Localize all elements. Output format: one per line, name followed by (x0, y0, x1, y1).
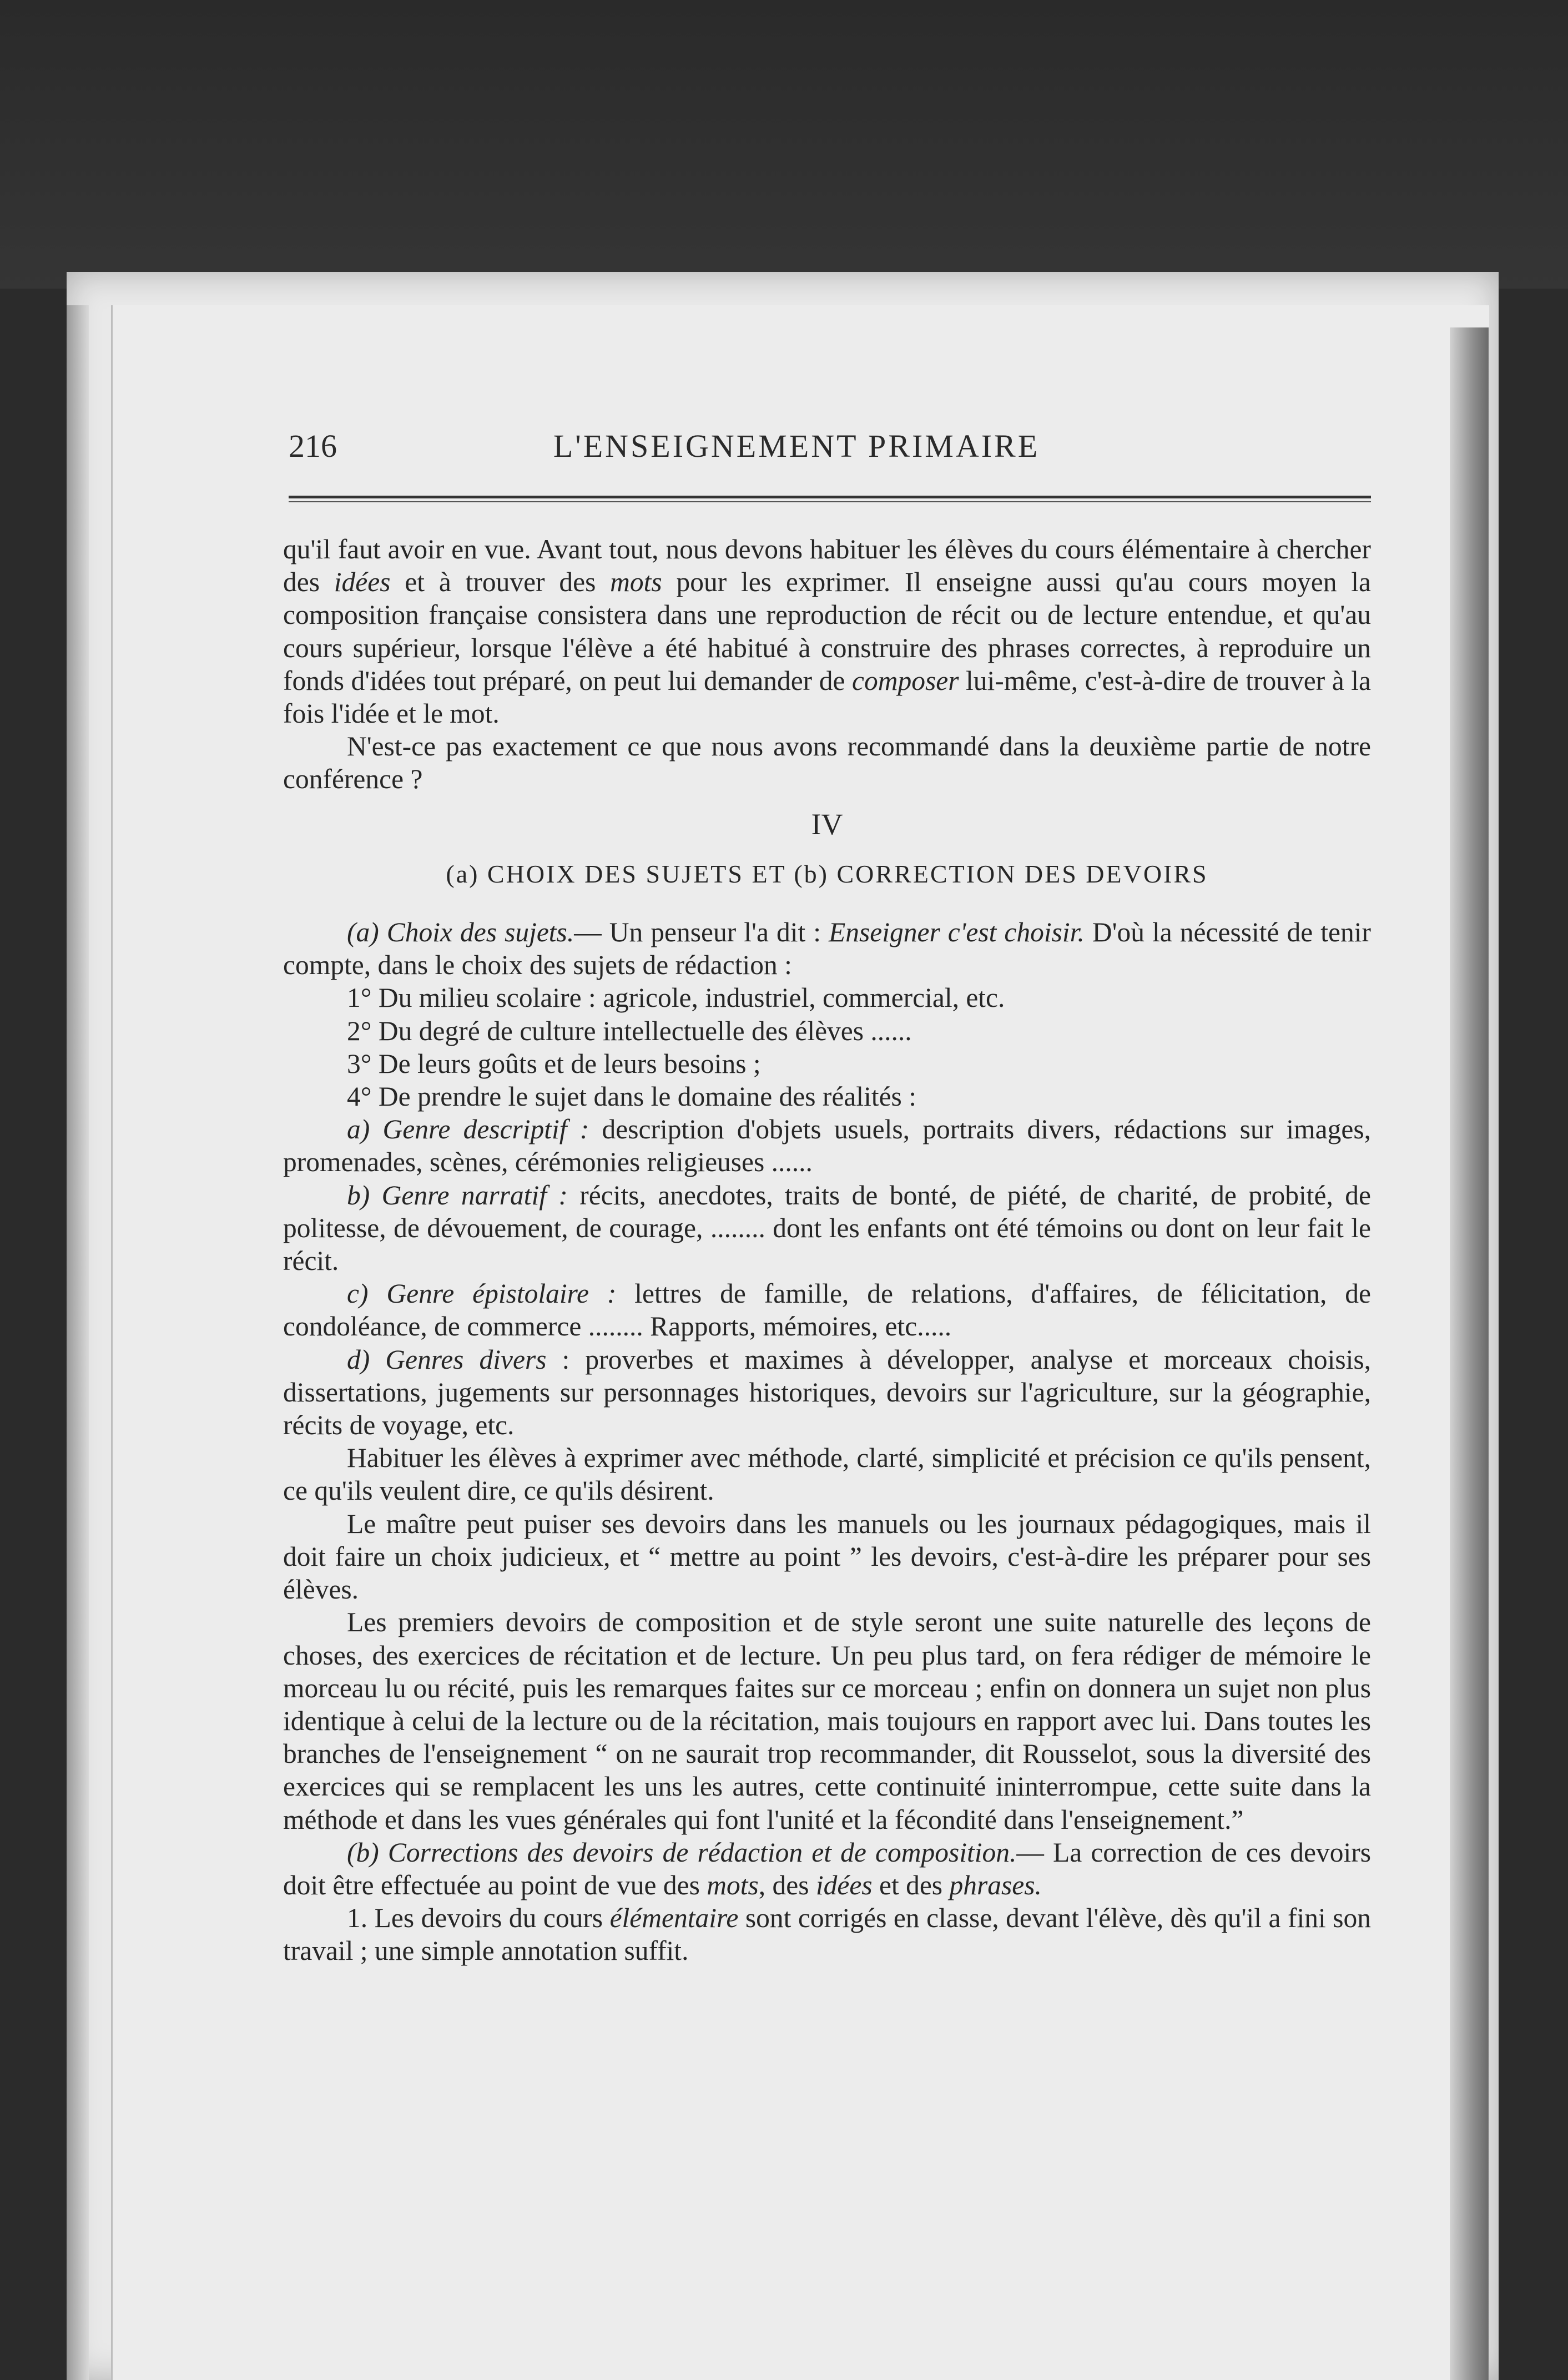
genre-narratif: b) Genre narratif : récits, anecdotes, traits de bonté, de piété, de charité, de probité, de politesse, de dévouement, de courage, ........ dont les enfants ont été témoins ou dont on leur fait le récit. (283, 1179, 1371, 1277)
header-rule-thin (289, 501, 1371, 502)
list-item-4: 4° De prendre le sujet dans le domaine des réalités : (347, 1081, 916, 1112)
paragraph-premiers-devoirs: Les premiers devoirs de composition et de style seront une suite naturelle des leçons de choses, des exercices de récitation et de lecture. Un peu plus tard, on fera rédiger de mémoire le morceau lu ou récité, puis les remarques faites sur ce morceau ; enfin on donnera un sujet non plus identique à celui de la lecture ou de la récitation, mais toujours en rapport avec lui. Dans toutes les branches de l'enseignement “ on ne saurait trop recommander, dit Rousselot, sous la diversité des exercices qui se remplacent les uns les autres, cette continuité ininterrompue, cette suite dans la méthode et dans les vues générales qui font l'unité et la fécondité dans l'enseignement.” (283, 1607, 1371, 1835)
running-title: L'ENSEIGNEMENT PRIMAIRE (553, 428, 1040, 464)
body-text (283, 533, 1371, 1968)
paragraph-corrections: (b) Corrections des devoirs de rédaction et de composition.— La correction de ces devoirs doit être effectuée au point de vue des mots, des idées et des phrases. (283, 1837, 1371, 1900)
paragraph-choix: (a) Choix des sujets.— Un penseur l'a dit : Enseigner c'est choisir. D'où la nécessité de tenir compte, dans le choix des sujets de rédaction : (283, 917, 1371, 981)
scan-backdrop (0, 0, 1568, 289)
genres-divers: d) Genres divers : proverbes et maximes à développer, analyse et morceaux choisis, dissertations, jugements sur personnages historiques, devoirs sur l'agriculture, sur la géographie, récits de voyage, etc. (283, 1344, 1371, 1441)
list-item-3: 3° De leurs goûts et de leurs besoins ; (347, 1048, 761, 1079)
page-right-edge (1450, 327, 1489, 2380)
paragraph-1: qu'il faut avoir en vue. Avant tout, nous devons habituer les élèves du cours élémentaire à chercher des idées et à trouver des mots pour les exprimer. Il enseigne aussi qu'au cours moyen la composition française consistera dans une reproduction de récit ou de lecture entendue, et qu'au cours supérieur, lorsque l'élève a été habitué à construire des phrases correctes, à reproduire un fonds d'idées tout préparé, on peut lui demander de composer lui-même, c'est-à-dire de trouver à la fois l'idée et le mot. (283, 534, 1371, 729)
list-item-1: 1° Du milieu scolaire : agricole, industriel, commercial, etc. (347, 982, 1005, 1013)
genre-descriptif: a) Genre descriptif : description d'objets usuels, portraits divers, rédactions sur images, promenades, scènes, cérémonies religieuses ...... (283, 1114, 1372, 1178)
paragraph-habituer: Habituer les élèves à exprimer avec méthode, clarté, simplicité et précision ce qu'ils pensent, ce qu'ils veulent dire, ce qu'ils désirent. (283, 1443, 1371, 1506)
genre-epistolaire: c) Genre épistolaire : lettres de famille, de relations, d'affaires, de félicitation, de condoléance, de commerce ........ Rapports, mémoires, etc..... (283, 1278, 1371, 1342)
running-head (222, 427, 1371, 472)
header-rule (289, 496, 1371, 498)
list-item-2: 2° Du degré de culture intellectuelle des élèves ...... (347, 1015, 912, 1046)
section-title: (a) CHOIX DES SUJETS ET (b) CORRECTION DES DEVOIRS (446, 859, 1208, 888)
paragraph-2: N'est-ce pas exactement ce que nous avons recommandé dans la deuxième partie de notre conférence ? (283, 731, 1371, 795)
page-left-edge (67, 305, 89, 2380)
paragraph-maitre: Le maître peut puiser ses devoirs dans les manuels ou les journaux pédagogiques, mais il doit faire un choix judicieux, et “ mettre au point ” les devoirs, c'est-à-dire les préparer pour ses élèves. (283, 1508, 1371, 1605)
section-number: IV (811, 807, 843, 841)
page-number: 216 (289, 428, 337, 464)
paragraph-cours-elementaire: 1. Les devoirs du cours élémentaire sont corrigés en classe, devant l'élève, dès qu'il a fini son travail ; une simple annotation suffit. (283, 1903, 1371, 1966)
